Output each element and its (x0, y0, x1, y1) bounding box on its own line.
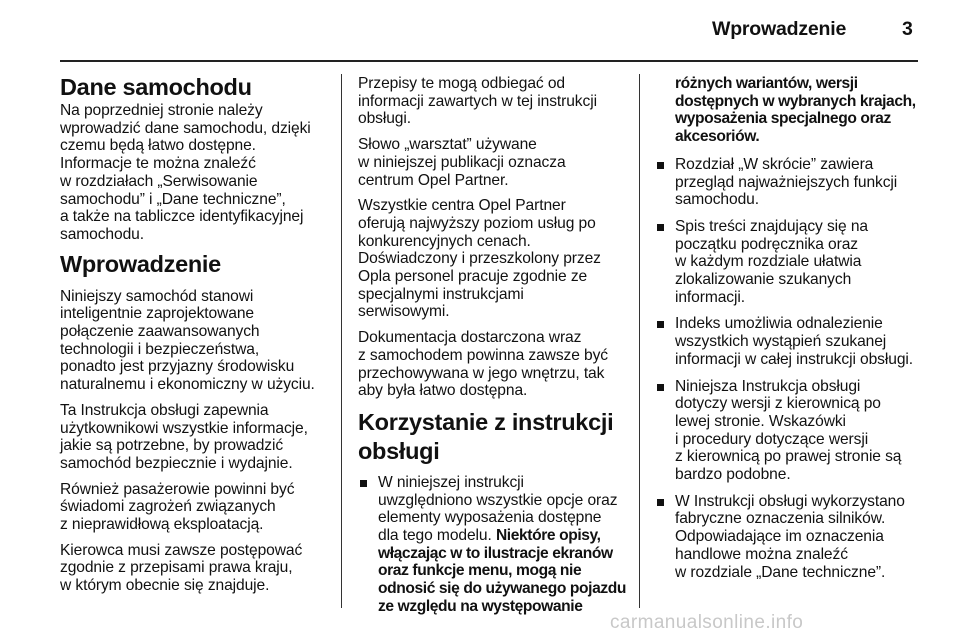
text-line: Kierowca musi zawsze postępować (60, 541, 303, 559)
text-line-bold: różnych wariantów, wersji (675, 75, 858, 92)
text-line: Niniejszy samochód stanowi (60, 287, 254, 305)
text-line: uwzględniono wszystkie opcje oraz (378, 491, 618, 509)
text-line: Ta Instrukcja obsługi zapewnia (60, 401, 269, 419)
column-1 (60, 75, 338, 603)
text-line: w rozdziałach „Serwisowanie (60, 172, 258, 190)
text-line-bold: ze względu na występowanie (378, 597, 583, 615)
bullet-icon (657, 499, 664, 506)
text-line: ponadto jest przyjazny środowisku (60, 358, 295, 376)
text-line: handlowe można znaleźć (675, 545, 848, 563)
column-2 (358, 75, 636, 625)
watermark: carmanualsonline.info (610, 612, 804, 633)
text-line: w każdym rozdziale ułatwia (675, 253, 862, 271)
column-divider-2 (639, 74, 640, 608)
list-item (655, 218, 945, 307)
text-line: centrum Opel Partner. (358, 171, 509, 189)
text-line: specjalnymi instrukcjami (358, 285, 524, 303)
text-line: przechowywana w jego wnętrzu, tak (358, 364, 605, 382)
text-line: Informacje te można znaleźć (60, 155, 256, 173)
text-line: połączenie zaawansowanych (60, 323, 260, 341)
bullet-icon (657, 321, 664, 328)
bullet-icon (657, 162, 664, 169)
text-line: użytkownikowi wszystkie informacje, (60, 419, 308, 437)
text-line: początku podręcznika oraz (675, 235, 858, 253)
text-line-bold: odnosić się do używanego pojazdu (378, 580, 626, 598)
text-line: Dokumentacja dostarczona wraz (358, 329, 582, 347)
text-line: Doświadczony i przeszkolony przez (358, 250, 601, 268)
list-item (655, 315, 945, 368)
bullet-icon (657, 224, 664, 231)
text-line-bold: oraz funkcje menu, mogą nie (378, 562, 582, 580)
text-line: obsługi. (358, 110, 411, 128)
text-line: lewej stronie. Wskazówki (675, 412, 846, 430)
bullet-icon (657, 384, 664, 391)
text-line: a także na tabliczce identyfikacyjnej (60, 208, 304, 226)
list-item (655, 493, 945, 582)
text-line: świadomi zagrożeń związanych (60, 498, 276, 516)
text-line: Przepisy te mogą odbiegać od (358, 75, 565, 92)
list-item (655, 378, 945, 484)
page-number: 3 (902, 18, 913, 40)
text-line: Indeks umożliwia odnalezienie (675, 315, 883, 333)
text-line: aby była łatwo dostępna. (358, 382, 528, 400)
text-line: technologii i bezpieczeństwa, (60, 340, 260, 358)
text-line: W niniejszej instrukcji (378, 473, 524, 491)
heading-korzystanie (358, 408, 636, 466)
text-line: informacji zawartych w tej instrukcji (358, 92, 597, 110)
text-run: dla tego modelu. (378, 527, 496, 545)
paragraph-intro-4 (60, 542, 338, 595)
text-line: Wszystkie centra Opel Partner (358, 197, 566, 215)
text-line: Niniejsza Instrukcja obsługi (675, 377, 861, 395)
text-line: fabryczne oznaczenia silników. (675, 510, 886, 528)
text-line: przegląd najważniejszych funkcji (675, 173, 898, 191)
text-line: w rozdziale „Dane techniczne”. (675, 563, 886, 581)
paragraph-opel-partner (358, 197, 636, 321)
text-line-bold: włączając w to ilustracje ekranów (378, 544, 613, 562)
heading-dane-samochodu: Dane samochodu (60, 74, 252, 100)
text-line: dotyczy wersji z kierownicą po (675, 395, 881, 413)
text-line: samochodu” i „Dane techniczne”, (60, 190, 286, 208)
text-line: Słowo „warsztat” używane (358, 136, 537, 154)
column-3 (655, 75, 945, 590)
page-header-title: Wprowadzenie (712, 18, 847, 40)
text-line: Odpowiadające im oznaczenia (675, 528, 884, 546)
text-line: zlokalizowanie szukanych (675, 271, 852, 289)
paragraph-intro-3 (60, 481, 338, 534)
list-item-continued (655, 75, 945, 146)
paragraph-przepisy (358, 75, 636, 128)
text-line: wprowadzić dane samochodu, dzięki (60, 119, 311, 137)
text-line: samochód bezpiecznie i wydajnie. (60, 454, 293, 472)
text-line: w niniejszej publikacji oznacza (358, 153, 566, 171)
text-line: Opla personel pracuje zgodnie ze (358, 268, 588, 286)
text-line: czemu będą łatwo dostępne. (60, 137, 256, 155)
paragraph-warsztat (358, 136, 636, 189)
text-line: Spis treści znajdujący się na (675, 217, 868, 235)
bullet-list (358, 474, 636, 616)
text-line: Na poprzedniej stronie należy (60, 102, 263, 119)
text-line: samochodu. (60, 225, 144, 243)
text-line: naturalnemu i ekonomiczny w użyciu. (60, 376, 315, 394)
heading-wprowadzenie: Wprowadzenie (60, 250, 221, 277)
text-line: bardzo podobne. (675, 466, 791, 484)
paragraph-intro-1 (60, 288, 338, 394)
bullet-icon (360, 480, 367, 487)
text-line-bold: dostępnych w wybranych krajach, (675, 92, 916, 110)
text-line-bold: wyposażenia specjalnego oraz (675, 110, 891, 128)
column-divider-1 (341, 74, 342, 608)
header-divider (60, 60, 918, 62)
list-item (655, 156, 945, 209)
text-line: jakie są potrzebne, by prowadzić (60, 437, 284, 455)
text-line: Rozdział „W skrócie” zawiera (675, 155, 874, 173)
text-line: z nieprawidłową eksploatacją. (60, 516, 264, 534)
text-line: informacji. (675, 288, 745, 306)
paragraph-dokumentacja (358, 329, 636, 400)
paragraph-dane (60, 102, 338, 244)
heading-line: obsługi (358, 437, 440, 464)
text-run-bold: Niektóre opisy, (495, 527, 601, 545)
text-line: w którym obecnie się znajduje. (60, 577, 270, 595)
text-line: serwisowymi. (358, 303, 450, 321)
text-line-bold: akcesoriów. (675, 128, 760, 146)
text-line: inteligentnie zaprojektowane (60, 305, 254, 323)
text-line: oferują najwyższy poziom usług po (358, 214, 596, 232)
text-line: Również pasażerowie powinni być (60, 480, 295, 498)
text-line: informacji w całej instrukcji obsługi. (675, 350, 913, 368)
text-line: z samochodem powinna zawsze być (358, 346, 608, 364)
text-line: elementy wyposażenia dostępne (378, 509, 602, 527)
bullet-list (655, 75, 945, 581)
text-line: i procedury dotyczące wersji (675, 430, 869, 448)
text-line: W Instrukcji obsługi wykorzystano (675, 492, 905, 510)
text-line: samochodu. (675, 191, 759, 209)
text-line: zgodnie z przepisami prawa kraju, (60, 559, 293, 577)
text-line: konkurencyjnych cenach. (358, 232, 531, 250)
text-line: wszystkich wystąpień szukanej (675, 333, 887, 351)
text-line (378, 527, 636, 545)
paragraph-intro-2 (60, 402, 338, 473)
text-line: z kierownicą po prawej stronie są (675, 448, 902, 466)
heading-line: Korzystanie z instrukcji (358, 408, 614, 435)
list-item (358, 474, 636, 616)
